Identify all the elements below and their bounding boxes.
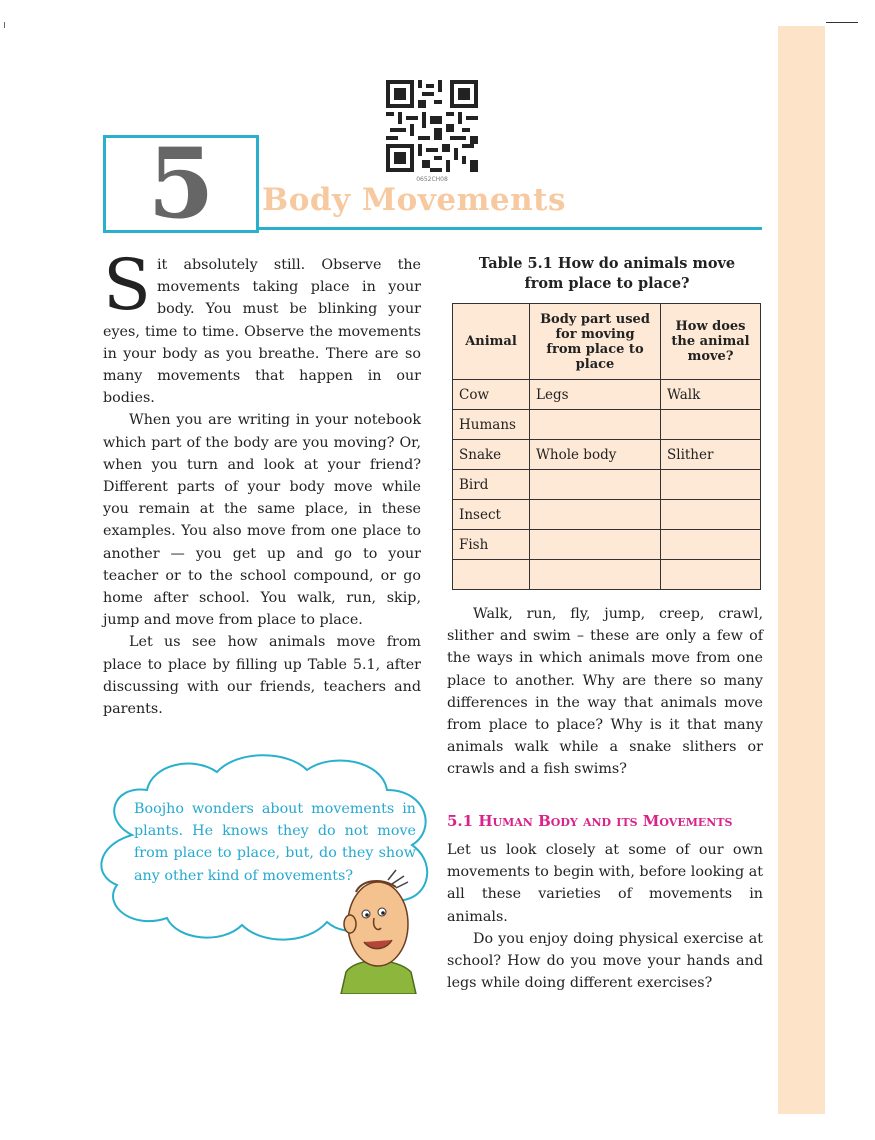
table-caption <box>452 254 762 294</box>
animal-movement-table <box>452 303 761 590</box>
table-caption-line2: from place to place? <box>524 275 690 292</box>
title-rule <box>256 227 762 230</box>
page-side-strip <box>778 26 825 1114</box>
table-cell: Fish <box>453 530 530 560</box>
table-cell: Snake <box>453 440 530 470</box>
table-row <box>453 560 761 590</box>
top-rule <box>826 22 858 23</box>
qr-code-icon[interactable] <box>386 80 478 172</box>
table-cell <box>530 500 661 530</box>
table-cell: Bird <box>453 470 530 500</box>
table-cell <box>530 530 661 560</box>
table-row <box>453 410 761 440</box>
table-cell <box>661 500 761 530</box>
intro-paragraph-text: it absolutely still. Observe the movements taking place in your body. You must be blinking your eyes, time to time. Observe the movements in your body as you breathe. There are so many movements that happen in our bodies. <box>103 257 421 407</box>
left-column <box>103 244 421 720</box>
paragraph-writing: When you are writing in your notebook which part of the body are you moving? Or, when you turn and look at your friend? Different parts of your body move while you remain at the same place, in these examples. You also move from one place to another — you get up and go to your teacher or to the school compound, or go home after school. You walk, run, skip, jump and move from place to place. <box>103 412 421 629</box>
qr-code-label: 0652CH08 <box>416 176 448 183</box>
boojho-thought-text: Boojho wonders about movements in plants. He knows they do not move from place to place, but, do they show any other kind of movements? <box>134 801 416 884</box>
paragraph-animals: Let us see how animals move from place to place by filling up Table 5.1, after discussing with our friends, teachers and parents. <box>103 634 421 718</box>
table-cell: Cow <box>453 380 530 410</box>
paragraph-ways-of-moving: Walk, run, fly, jump, creep, crawl, slither and swim – these are only a few of the ways in which animals move from one place to another. Why are there so many differences in the way that animals move from place to place? Why is it that many animals walk while a snake slithers or crawls and a fish swims? <box>447 606 763 778</box>
table-cell <box>661 410 761 440</box>
header-animal: Animal <box>453 304 530 380</box>
header-body-part: Body part used for moving from place to place <box>530 304 661 380</box>
boojho-character-icon <box>326 862 426 994</box>
table-cell: Walk <box>661 380 761 410</box>
table-cell: Insect <box>453 500 530 530</box>
table-cell <box>661 560 761 590</box>
table-cell: Humans <box>453 410 530 440</box>
chapter-number: 5 <box>147 127 215 240</box>
table-row <box>453 380 761 410</box>
table-row <box>453 500 761 530</box>
table-caption-line1: Table 5.1 How do animals move <box>478 255 736 272</box>
drop-cap: S <box>103 244 151 326</box>
chapter-title: Body Movements <box>262 182 566 218</box>
crop-mark <box>4 22 5 28</box>
right-column <box>447 603 763 781</box>
table-cell <box>661 470 761 500</box>
chapter-number-box <box>103 127 259 240</box>
table-row <box>453 440 761 470</box>
table-cell <box>661 530 761 560</box>
table-cell <box>530 470 661 500</box>
section-heading: 5.1 Human Body and its Movements <box>447 812 733 830</box>
paragraph-exercise: Do you enjoy doing physical exercise at school? How do you move your hands and legs while doing different exercises? <box>447 930 763 992</box>
table-row <box>453 530 761 560</box>
intro-paragraph <box>103 244 421 409</box>
table-row <box>453 470 761 500</box>
paragraph-own-movements: Let us look closely at some of our own movements to begin with, before looking at all these varieties of movements in animals. <box>447 842 763 925</box>
table-cell: Slither <box>661 440 761 470</box>
header-how-move: How does the animal move? <box>661 304 761 380</box>
table-cell: Whole body <box>530 440 661 470</box>
section-body <box>447 839 763 994</box>
table-header-row <box>453 304 761 380</box>
table-cell: Legs <box>530 380 661 410</box>
table-cell <box>530 410 661 440</box>
table-cell <box>530 560 661 590</box>
table-cell <box>453 560 530 590</box>
